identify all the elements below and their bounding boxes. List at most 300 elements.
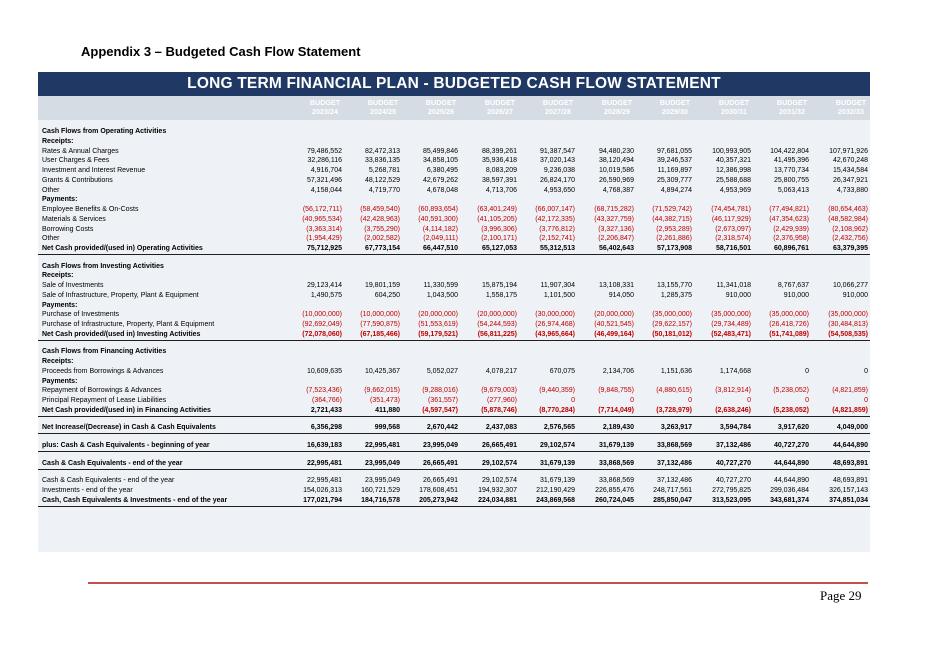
cell-value: 40,357,321	[715, 157, 751, 165]
cell-value: 299,036,484	[770, 486, 809, 494]
cell-value: 243,869,568	[536, 496, 575, 504]
cell-value: 4,894,274	[660, 186, 692, 194]
row-divider	[38, 340, 870, 341]
cell-value: 79,486,552	[306, 147, 342, 155]
cell-value: 9,236,038	[543, 167, 575, 174]
row-label: Purchase of Infrastructure, Property, Plant & Equipment	[42, 321, 215, 329]
cell-value: (2,376,958)	[773, 235, 809, 243]
subheading-row	[38, 301, 870, 311]
cell-value: 0	[630, 397, 634, 405]
cell-value: 2,437,083	[485, 424, 517, 432]
cell-value: 5,063,413	[777, 186, 809, 194]
cell-value: 224,034,881	[478, 496, 517, 504]
column-header-label: BUDGET	[776, 98, 808, 107]
row-label: Payments:	[42, 196, 78, 204]
column-header	[646, 96, 704, 116]
cell-value: 32,286,116	[307, 157, 342, 165]
cell-value: 26,824,170	[539, 176, 575, 184]
cell-value: (3,996,306)	[481, 225, 517, 233]
row-label: Rates & Annual Charges	[42, 147, 119, 155]
cell-value: (41,105,205)	[477, 215, 517, 223]
cell-value: (67,185,466)	[360, 330, 400, 338]
cell-value: 4,953,650	[543, 186, 575, 194]
cell-value: 212,190,429	[536, 486, 575, 494]
cell-value: (5,238,052)	[773, 387, 809, 395]
cell-value: 37,132,486	[656, 459, 692, 467]
cell-value: (42,172,335)	[535, 215, 575, 223]
row-label: Sale of Investments	[42, 282, 104, 290]
row-divider	[38, 469, 870, 470]
cell-value: (2,100,171)	[481, 235, 517, 243]
row-label: Receipts:	[42, 137, 74, 145]
cell-value: (35,000,000)	[711, 311, 751, 319]
cell-value: (3,728,979)	[656, 406, 692, 414]
table-row	[38, 147, 870, 157]
cell-value: 44,644,890	[832, 441, 868, 449]
total-row	[38, 330, 870, 340]
row-label: Cash Flows from Operating Activities	[42, 128, 167, 135]
cell-value: (2,953,289)	[656, 225, 692, 233]
cell-value: (40,591,300)	[418, 215, 458, 223]
cell-value: (10,000,000)	[360, 311, 400, 319]
cell-value: (47,354,623)	[769, 215, 809, 223]
cell-value: 107,971,926	[829, 147, 868, 155]
cell-value: 15,875,194	[481, 282, 517, 290]
row-label: Principal Repayment of Lease Liabilities	[42, 397, 167, 405]
cell-value: 0	[864, 397, 868, 405]
cell-value: 343,681,374	[770, 496, 809, 504]
cell-value: 16,639,183	[306, 441, 342, 449]
column-header	[588, 96, 646, 116]
cell-value: 19,801,159	[364, 282, 400, 290]
cell-value: 11,330,599	[423, 282, 458, 290]
cell-value: 0	[747, 397, 751, 405]
row-label: Cash, Cash Equivalents & Investments - end of the year	[42, 496, 228, 504]
cell-value: 41,495,396	[773, 157, 809, 165]
cell-value: 2,134,706	[602, 367, 634, 375]
cell-value: (5,238,052)	[773, 406, 809, 414]
cell-value: (59,179,521)	[418, 330, 458, 338]
row-divider	[38, 506, 870, 507]
cash-flow-table	[38, 72, 870, 552]
cell-value: (20,000,000)	[477, 311, 517, 319]
column-header	[705, 96, 763, 116]
table-row	[38, 396, 870, 406]
cell-value: (20,000,000)	[418, 311, 458, 319]
cell-value: (44,382,715)	[652, 215, 692, 223]
cell-value: 40,727,270	[773, 441, 809, 449]
cell-value: 44,644,890	[773, 459, 809, 467]
subheading-row	[38, 357, 870, 367]
cell-value: 66,447,510	[422, 245, 458, 252]
row-label: Cash Flows from Investing Activities	[42, 262, 164, 270]
cell-value: (9,288,016)	[422, 387, 458, 395]
cell-value: (29,622,157)	[652, 321, 692, 329]
row-label: Net Cash provided/(used in) Investing Activities	[42, 330, 201, 338]
column-header	[529, 96, 587, 116]
cell-value: 91,387,547	[539, 147, 575, 155]
cell-value: 999,568	[374, 424, 400, 432]
cell-value: 23,995,049	[422, 441, 458, 449]
section-heading-row	[38, 347, 870, 357]
footer-rule	[88, 582, 868, 584]
cell-value: (9,848,755)	[598, 387, 634, 395]
cell-value: (2,432,756)	[832, 235, 868, 243]
cell-value: 48,693,891	[832, 477, 868, 485]
table-row	[38, 176, 870, 186]
cell-value: (52,483,471)	[711, 330, 751, 338]
cell-value: (35,000,000)	[652, 311, 692, 319]
cell-value: (2,261,886)	[656, 235, 692, 243]
table-row	[38, 476, 870, 486]
table-row	[38, 486, 870, 496]
cell-value: (2,638,246)	[715, 406, 751, 414]
cell-value: 160,721,529	[361, 486, 400, 494]
cell-value: 4,078,217	[485, 367, 517, 375]
cell-value: 2,189,430	[602, 424, 634, 432]
cell-value: 4,733,880	[836, 186, 868, 194]
cell-value: 4,916,704	[310, 167, 342, 174]
cell-value: 1,043,500	[426, 291, 458, 299]
column-header-year: 2028/29	[604, 107, 630, 116]
column-header-year: 2027/28	[545, 107, 571, 116]
cell-value: (2,673,097)	[715, 225, 751, 233]
cell-value: 55,312,513	[539, 245, 575, 252]
cell-value: (48,582,984)	[828, 215, 868, 223]
cell-value: 33,836,135	[364, 157, 400, 165]
cell-value: 1,558,175	[485, 291, 517, 299]
row-label: Payments:	[42, 301, 78, 309]
cell-value: 3,917,620	[777, 424, 809, 432]
cell-value: 4,158,044	[310, 186, 342, 194]
row-label: plus: Cash & Cash Equivalents - beginning of year	[42, 441, 210, 449]
subheading-row	[38, 137, 870, 147]
column-header-label: BUDGET	[425, 98, 457, 107]
cell-value: (58,459,540)	[360, 206, 400, 213]
cell-value: (56,811,225)	[477, 330, 517, 338]
cell-value: (4,597,547)	[422, 406, 458, 414]
table-row	[38, 291, 870, 301]
table-row	[38, 386, 870, 396]
cell-value: 5,052,027	[426, 367, 458, 375]
cell-value: 910,000	[725, 291, 751, 299]
column-header-year: 2030/31	[721, 107, 747, 116]
cell-value: 57,173,908	[656, 245, 692, 252]
table-row	[38, 215, 870, 225]
cell-value: 0	[805, 397, 809, 405]
row-label: Proceeds from Borrowings & Advances	[42, 367, 164, 375]
cell-value: 13,108,331	[598, 282, 634, 290]
cell-value: 10,019,586	[598, 167, 634, 174]
cell-value: 25,588,688	[715, 176, 751, 184]
row-label: Cash & Cash Equivalents - end of the year	[42, 477, 175, 485]
cell-value: 29,123,414	[306, 282, 342, 290]
cell-value: 37,132,486	[715, 441, 751, 449]
cell-value: 67,773,154	[364, 245, 400, 252]
table-row	[38, 310, 870, 320]
row-label: Employee Benefits & On-Costs	[42, 206, 139, 213]
cell-value: (46,499,164)	[594, 330, 634, 338]
total-row	[38, 244, 870, 254]
cell-value: (92,692,049)	[302, 321, 342, 329]
cell-value: (40,521,545)	[594, 321, 634, 329]
column-header-label: BUDGET	[718, 98, 750, 107]
cell-value: (74,454,781)	[711, 206, 751, 213]
cell-value: 94,480,230	[598, 147, 634, 155]
column-header	[763, 96, 821, 116]
row-label: Investments - end of the year	[42, 486, 133, 494]
column-header	[822, 96, 880, 116]
cell-value: 4,713,706	[485, 186, 517, 194]
column-header-year: 2031/32	[779, 107, 805, 116]
column-header-label: BUDGET	[835, 98, 867, 107]
column-header-year: 2026/27	[487, 107, 513, 116]
cell-value: (361,557)	[428, 397, 458, 405]
cell-value: (77,494,821)	[769, 206, 809, 213]
cell-value: (26,418,726)	[769, 321, 809, 329]
cell-value: 914,050	[608, 291, 634, 299]
cell-value: (351,473)	[370, 397, 400, 405]
row-label: Other	[42, 186, 60, 194]
cell-value: 0	[864, 367, 868, 375]
cell-value: 58,716,501	[715, 245, 751, 252]
cell-value: (60,893,654)	[418, 206, 458, 213]
column-header-label: BUDGET	[484, 98, 516, 107]
cell-value: 75,712,925	[306, 245, 342, 252]
cell-value: (29,734,489)	[711, 321, 751, 329]
cell-value: 48,693,891	[832, 459, 868, 467]
row-label: Net Increase/(Decrease) in Cash & Cash Equivalents	[42, 424, 216, 432]
table-row	[38, 186, 870, 196]
table-row	[38, 367, 870, 377]
cell-value: (2,108,962)	[832, 225, 868, 233]
cell-value: (1,954,429)	[306, 235, 342, 243]
column-header	[471, 96, 529, 116]
row-label: Sale of Infrastructure, Property, Plant & Equipment	[42, 291, 199, 299]
cell-value: 0	[571, 397, 575, 405]
cell-value: (30,484,813)	[828, 321, 868, 329]
cell-value: 4,719,770	[368, 186, 400, 194]
cell-value: 23,995,049	[364, 459, 400, 467]
cell-value: 44,644,890	[773, 477, 809, 485]
cell-value: 2,670,442	[426, 424, 458, 432]
table-row	[38, 156, 870, 166]
cell-value: 25,309,777	[656, 176, 692, 184]
row-label: Receipts:	[42, 272, 74, 280]
cell-value: 39,246,537	[656, 157, 692, 165]
row-label: Investment and Interest Revenue	[42, 167, 146, 174]
cell-value: (46,117,929)	[711, 215, 751, 223]
column-header-label: BUDGET	[309, 98, 341, 107]
cell-value: 260,724,045	[595, 496, 634, 504]
cell-value: 34,858,105	[422, 157, 458, 165]
cell-value: 1,174,668	[719, 367, 751, 375]
banner-title: LONG TERM FINANCIAL PLAN - BUDGETED CASH FLOW STATEMENT	[38, 72, 870, 96]
cell-value: 23,995,049	[364, 477, 400, 485]
cell-value: (10,000,000)	[302, 311, 342, 319]
cell-value: 56,402,643	[598, 245, 634, 252]
section-heading-row	[38, 262, 870, 272]
cell-value: 97,681,055	[656, 147, 692, 155]
table-row	[38, 234, 870, 244]
cell-value: 29,102,574	[539, 441, 575, 449]
cell-value: (8,770,284)	[539, 406, 575, 414]
cell-value: 411,880	[375, 406, 400, 414]
row-label: Net Cash provided/(used in) in Financing Activities	[42, 406, 211, 414]
cell-value: (2,429,939)	[773, 225, 809, 233]
column-header-row	[38, 96, 870, 120]
column-header-year: 2025/26	[428, 107, 454, 116]
cell-value: (51,741,089)	[769, 330, 809, 338]
cell-value: 40,727,270	[715, 459, 751, 467]
cell-value: 37,132,486	[656, 477, 692, 485]
cell-value: 40,727,270	[715, 477, 751, 485]
total-row	[38, 441, 870, 451]
cell-value: 31,679,139	[539, 459, 575, 467]
cell-value: (30,000,000)	[535, 311, 575, 319]
cell-value: 313,523,095	[712, 496, 751, 504]
cell-value: (364,766)	[312, 397, 342, 405]
table-row	[38, 205, 870, 215]
cell-value: 4,049,000	[836, 424, 868, 432]
cell-value: 4,953,969	[719, 186, 751, 194]
column-header-year: 2029/30	[662, 107, 688, 116]
cell-value: (50,181,012)	[652, 330, 692, 338]
cell-value: 205,273,942	[419, 496, 458, 504]
cell-value: 1,285,375	[660, 291, 692, 299]
cell-value: 272,795,825	[712, 486, 751, 494]
cell-value: 1,151,636	[660, 367, 692, 375]
cell-value: 248,717,561	[653, 486, 692, 494]
table-body	[38, 120, 870, 552]
column-header-label: BUDGET	[367, 98, 399, 107]
cell-value: 100,993,905	[712, 147, 751, 155]
row-label: Grants & Contributions	[42, 176, 113, 184]
cell-value: (3,776,812)	[539, 225, 575, 233]
cell-value: 11,341,018	[716, 282, 751, 290]
cell-value: 374,851,034	[829, 496, 868, 504]
cell-value: 8,767,637	[777, 282, 809, 290]
page-number: Page 29	[820, 588, 862, 603]
cell-value: 6,380,495	[426, 167, 458, 174]
cell-value: (4,114,182)	[422, 225, 458, 233]
cell-value: 4,678,048	[426, 186, 458, 194]
cell-value: (72,078,060)	[302, 330, 342, 338]
section-heading-row	[38, 127, 870, 137]
cell-value: (3,812,914)	[715, 387, 751, 395]
cell-value: (56,172,711)	[302, 206, 342, 213]
cell-value: 4,768,387	[602, 186, 634, 194]
column-header	[354, 96, 412, 116]
cell-value: 57,321,496	[306, 176, 342, 184]
cell-value: (2,152,741)	[539, 235, 575, 243]
cell-value: 3,263,917	[660, 424, 692, 432]
table-row	[38, 281, 870, 291]
cell-value: 177,021,794	[303, 496, 342, 504]
cell-value: (2,002,582)	[364, 235, 400, 243]
cell-value: 35,936,418	[481, 157, 517, 165]
subheading-row	[38, 271, 870, 281]
column-header-year: 2032/33	[838, 107, 864, 116]
appendix-title: Appendix 3 – Budgeted Cash Flow Statement	[81, 44, 361, 59]
cell-value: (35,000,000)	[828, 311, 868, 319]
cell-value: (4,821,859)	[832, 387, 868, 395]
cell-value: 29,102,574	[481, 459, 517, 467]
cell-value: 22,995,481	[306, 477, 342, 485]
cell-value: 31,679,139	[539, 477, 575, 485]
column-header	[296, 96, 354, 116]
table-row	[38, 166, 870, 176]
cell-value: (4,880,615)	[656, 387, 692, 395]
cell-value: 11,169,897	[657, 167, 692, 174]
cell-value: (20,000,000)	[594, 311, 634, 319]
cell-value: 25,800,755	[773, 176, 809, 184]
cell-value: (3,363,314)	[306, 225, 342, 233]
total-row	[38, 459, 870, 469]
cell-value: 910,000	[842, 291, 868, 299]
cell-value: 42,679,262	[422, 176, 458, 184]
cell-value: 22,995,481	[306, 459, 342, 467]
cell-value: (2,206,847)	[598, 235, 634, 243]
cell-value: 326,157,143	[829, 486, 868, 494]
cell-value: (7,523,436)	[306, 387, 342, 395]
cell-value: 194,932,307	[478, 486, 517, 494]
cell-value: 1,490,575	[310, 291, 342, 299]
row-divider	[38, 433, 870, 434]
cell-value: 2,576,565	[543, 424, 575, 432]
table-row	[38, 320, 870, 330]
cell-value: 26,347,921	[832, 176, 868, 184]
cell-value: (26,974,468)	[535, 321, 575, 329]
row-divider	[38, 416, 870, 417]
cell-value: (277,960)	[487, 397, 517, 405]
subheading-row	[38, 195, 870, 205]
cell-value: 910,000	[783, 291, 809, 299]
cell-value: 104,422,804	[770, 147, 809, 155]
column-header-year: 2024/25	[370, 107, 396, 116]
cell-value: 2,721,433	[310, 406, 342, 414]
row-label: Cash & Cash Equivalents - end of the year	[42, 459, 183, 467]
cell-value: (71,529,742)	[652, 206, 692, 213]
cell-value: 226,855,476	[595, 486, 634, 494]
cell-value: 65,127,053	[481, 245, 517, 252]
column-header-label: BUDGET	[542, 98, 574, 107]
cell-value: (80,654,463)	[828, 206, 868, 213]
cell-value: 29,102,574	[481, 477, 517, 485]
cell-value: 1,101,500	[543, 291, 575, 299]
cell-value: 10,609,635	[306, 367, 342, 375]
cell-value: 37,020,143	[539, 157, 575, 165]
row-divider	[38, 254, 870, 255]
row-label: Repayment of Borrowings & Advances	[42, 387, 162, 395]
cell-value: 0	[688, 397, 692, 405]
cell-value: 178,608,451	[419, 486, 458, 494]
cell-value: 48,122,529	[364, 176, 400, 184]
cell-value: 88,399,261	[481, 147, 517, 155]
cell-value: 604,250	[374, 291, 400, 299]
cell-value: 670,075	[549, 367, 575, 375]
cell-value: (51,553,619)	[418, 321, 458, 329]
row-label: Cash Flows from Financing Activities	[42, 348, 167, 356]
row-label: Other	[42, 235, 60, 243]
cell-value: (54,508,535)	[828, 330, 868, 338]
cell-value: 26,590,969	[598, 176, 634, 184]
cell-value: 184,716,578	[361, 496, 400, 504]
cell-value: 31,679,139	[598, 441, 634, 449]
cell-value: 285,850,047	[653, 496, 692, 504]
cell-value: 12,386,998	[715, 167, 751, 174]
cell-value: 22,995,481	[364, 441, 400, 449]
